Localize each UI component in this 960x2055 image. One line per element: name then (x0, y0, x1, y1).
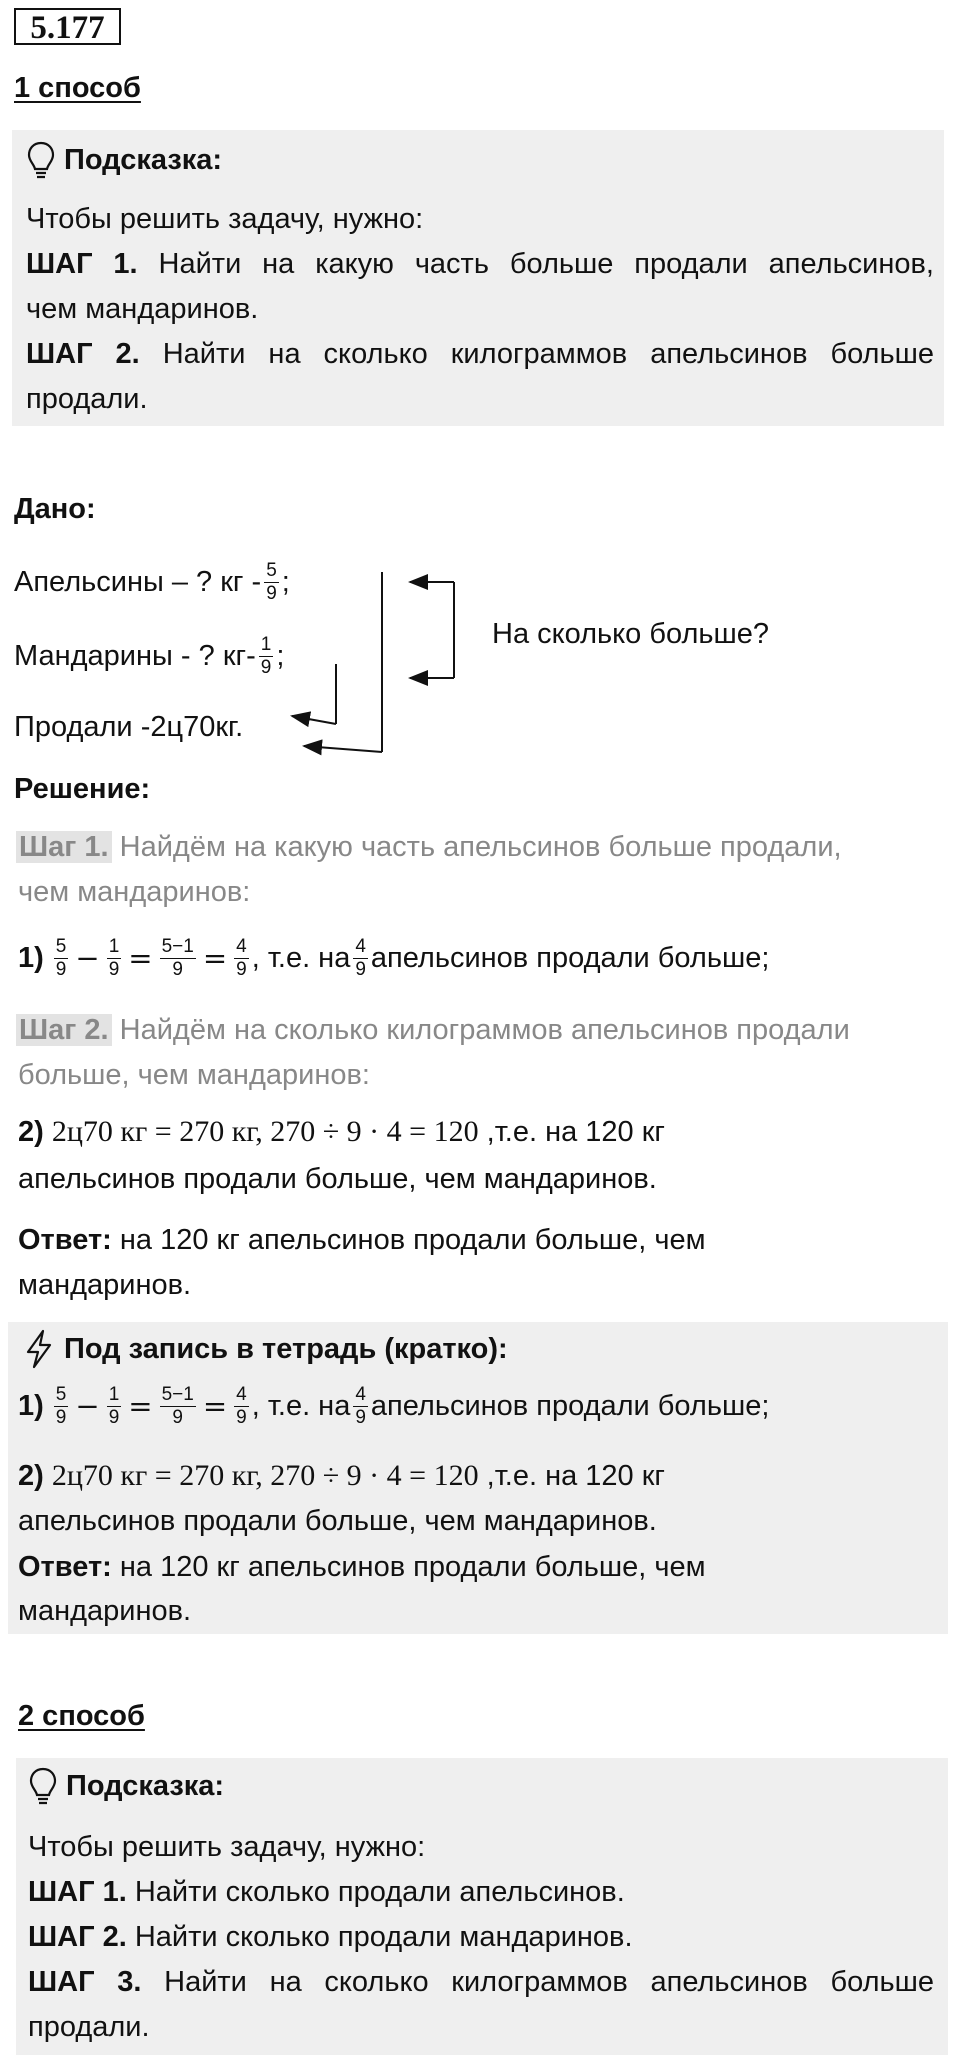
hint-step1-cont: чем мандаринов. (26, 293, 259, 325)
calc1: 1) $\frac{5}{9}$ − $\frac{1}{9}$ = $\frac{5-1}{9}$ = $\frac{4}{9}$ , т.е. на $\frac{4}{9}$ апельсинов продали больше; (18, 936, 770, 980)
fraction: $\frac{5}{9}$ (55, 1384, 67, 1428)
calc2-cont: апельсинов продали больше, чем мандаринов. (18, 1163, 657, 1195)
lightbulb-icon (28, 1766, 58, 1806)
hint-intro: Чтобы решить задачу, нужно: (26, 203, 424, 235)
fraction: $\frac{4}{9}$ (355, 936, 366, 980)
answer-cont: мандаринов. (18, 1269, 192, 1301)
hint-step2-cont: продали. (26, 383, 148, 415)
notebook-answer-cont: мандаринов. (18, 1595, 192, 1627)
solution-step2: Шаг 2. Найдём на сколько килограммов апельсинов продали (16, 1013, 850, 1048)
hint-title: Подсказка: (26, 140, 222, 180)
given-tangerines: Мандарины - ? кг- $\frac{1}{9}$ ; (14, 634, 285, 678)
solution-step1-cont: чем мандаринов: (18, 876, 251, 908)
solution-label: Решение: (14, 773, 151, 805)
given-oranges: Апельсины – ? кг - $\frac{5}{9}$ ; (14, 560, 290, 604)
fraction: $\frac{1}{9}$ (108, 1384, 120, 1428)
hint-intro: Чтобы решить задачу, нужно: (28, 1831, 426, 1863)
hint-step1: ШАГ 1. Найти на какую часть больше продали апельсинов, (26, 248, 934, 280)
question-text: На сколько больше? (492, 618, 770, 650)
given-label: Дано: (14, 493, 96, 525)
method1-heading: 1 способ (14, 72, 141, 104)
fraction: $\frac{5-1}{9}$ (161, 936, 194, 980)
fraction: $\frac{1}{9}$ (260, 634, 272, 678)
fraction: $\frac{4}{9}$ (236, 1384, 247, 1428)
hint-title: Подсказка: (28, 1766, 224, 1806)
lightning-icon (22, 1328, 56, 1370)
answer: Ответ: на 120 кг апельсинов продали больше, чем (18, 1224, 706, 1256)
hint-step1: ШАГ 1. Найти сколько продали апельсинов. (28, 1876, 625, 1908)
notebook-calc2-cont: апельсинов продали больше, чем мандаринов. (18, 1505, 657, 1537)
fraction: $\frac{1}{9}$ (108, 936, 120, 980)
solution-step1: Шаг 1. Найдём на какую часть апельсинов больше продали, (16, 830, 842, 865)
method2-hint-panel (16, 1758, 948, 2055)
calc2: 2) 2ц70 кг = 270 кг, 270 ÷ 9 · 4 = 120 ,т.е. на 120 кг (18, 1115, 665, 1148)
fraction: $\frac{5-1}{9}$ (161, 1384, 194, 1428)
given-brackets (0, 0, 960, 800)
given-sold: Продали -2ц70кг. (14, 711, 244, 743)
hint-step2: ШАГ 2. Найти на сколько килограммов апельсинов больше (26, 338, 934, 370)
fraction: $\frac{4}{9}$ (355, 1384, 366, 1428)
fraction: $\frac{5}{9}$ (266, 560, 277, 604)
notebook-calc1: 1) $\frac{5}{9}$ − $\frac{1}{9}$ = $\frac{5-1}{9}$ = $\frac{4}{9}$ , т.е. на $\frac{4}{9}$ апельсинов продали больше; (18, 1384, 770, 1428)
notebook-title: Под запись в тетрадь (кратко): (22, 1328, 508, 1370)
task-number: 5.177 (14, 8, 121, 45)
hint-step3-cont: продали. (28, 2011, 150, 2043)
hint-step3: ШАГ 3. Найти на сколько килограммов апельсинов больше (28, 1966, 934, 1998)
solution-step2-cont: больше, чем мандаринов: (18, 1059, 370, 1091)
notebook-panel (8, 1322, 948, 1634)
fraction: $\frac{4}{9}$ (236, 936, 247, 980)
hint-step2: ШАГ 2. Найти сколько продали мандаринов. (28, 1921, 633, 1953)
notebook-answer: Ответ: на 120 кг апельсинов продали больше, чем (18, 1551, 706, 1583)
fraction: $\frac{5}{9}$ (55, 936, 67, 980)
method2-heading: 2 способ (18, 1700, 145, 1732)
notebook-calc2: 2) 2ц70 кг = 270 кг, 270 ÷ 9 · 4 = 120 ,т.е. на 120 кг (18, 1459, 665, 1492)
